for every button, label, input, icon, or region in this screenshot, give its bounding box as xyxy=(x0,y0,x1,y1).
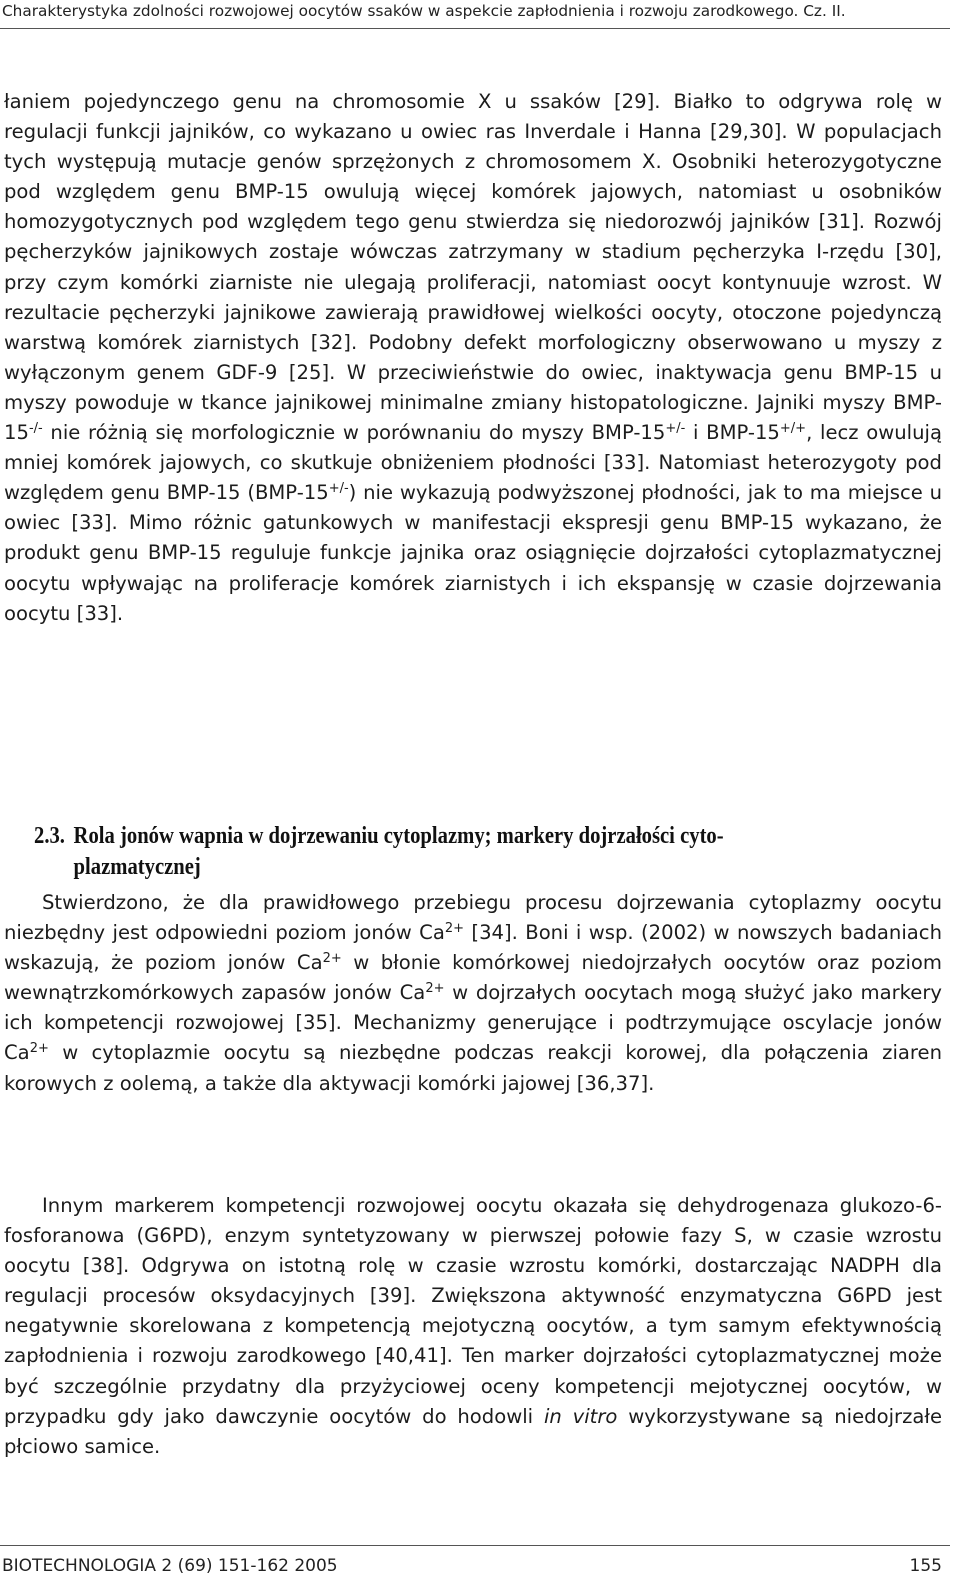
p1-sup-1: -/- xyxy=(28,420,43,436)
p2-text-a: Stwierdzono, że dla prawidłowego przebiegu procesu dojrzewania cytoplazmy oocytu niezbędny jest odpowiedni poziom jonów Ca xyxy=(4,891,942,945)
p2-text-e: w cytoplazmie oocytu są niezbędne podczas reakcji korowej, dla połączenia ziaren korowych z oolemą, a także dla aktywacji komórki jajowej [36,37]. xyxy=(4,1041,942,1095)
section-number: 2.3. xyxy=(34,823,65,849)
section-heading xyxy=(34,821,817,883)
p1-sup-2: +/- xyxy=(665,420,686,436)
section-title-line-1: Rola jonów wapnia w dojrzewaniu cytoplazmy; markery dojrzałości cyto- xyxy=(73,823,724,849)
paragraph-calcium xyxy=(4,888,942,1099)
p2-sup-1: 2+ xyxy=(444,920,465,936)
p2-text-d: w dojrzałych oocytach mogą służyć jako markery ich kompetencji rozwojowej [35]. Mechanizmy generujące i podtrzymujące oscylacje jonów Ca xyxy=(4,981,942,1065)
running-head: Charakterystyka zdolności rozwojowej oocytów ssaków w aspekcie zapłodnienia i rozwoju zarodkowego. Cz. II. xyxy=(2,2,846,20)
p3-text-b: wykorzystywane są niedojrzałe płciowo samice. xyxy=(4,1404,942,1458)
p3-text-a: Innym markerem kompetencji rozwojowej oocytu okazała się dehydrogenaza glukozo-6-fosforanowa (G6PD), enzym syntetyzowany w pierwszej połowie fazy S, w czasie wzrostu oocytu [38]. Odgrywa on istotną rolę w czasie wzrostu komórki, dostarczając NADPH dla regulacji procesów oksydacyjnych [39]. Zwiększona aktywność enzymatyczna G6PD jest negatywnie skorelowana z kompetencją mejotyczną oocytów, a tym samym efektywnością zapłodnienia i rozwoju zarodkowego [40,41]. Ten marker dojrzałości cytoplazmatycznej może być szczególnie przydatny dla przyżyciowej oceny kompetencji mejotycznej oocytów, w przypadku gdy jako dawczynie oocytów do hodowli xyxy=(4,1194,942,1428)
p1-text-b: nie różnią się morfologicznie w porównaniu do myszy BMP-15 xyxy=(42,421,666,445)
header-rule xyxy=(0,28,950,29)
p2-sup-4: 2+ xyxy=(29,1041,49,1057)
section-title-line-2: plazmatycznej xyxy=(73,854,201,880)
p1-text-e: ) nie wykazują podwyższonej płodności, jak to ma miejsce u owiec [33]. Mimo różnic gatunkowych w manifestacji ekspresji genu BMP-15 wykazano, że produkt genu BMP-15 reguluje funkcje jajnika oraz osiągnięcie dojrzałości cytoplazmatycznej oocytu wpływając na proliferacje komórek ziarnistych i ich ekspansję w czasie dojrzewania oocytu [33]. xyxy=(4,481,942,625)
p2-sup-2: 2+ xyxy=(322,951,342,967)
p1-text-d: , lecz owulują mniej komórek jajowych, co skutkuje obniżeniem płodności [33]. Natomiast heterozygoty pod względem genu BMP-15 (BMP-15 xyxy=(4,421,942,505)
p1-sup-4: +/- xyxy=(328,481,349,497)
paragraph-g6pd xyxy=(4,1191,942,1462)
p2-text-b: [34]. Boni i wsp. (2002) w nowszych badaniach wskazują, że poziom jonów Ca xyxy=(4,921,942,975)
p1-text-c: i BMP-15 xyxy=(685,421,780,445)
p2-text-c: w błonie komórkowej niedojrzałych oocytów oraz poziom wewnątrzkomórkowych zapasów jonów Ca xyxy=(4,951,942,1005)
section-heading-line-1 xyxy=(34,821,817,852)
p1-sup-3: +/+ xyxy=(779,420,807,436)
page-number: 155 xyxy=(909,1556,942,1576)
p1-text-a: łaniem pojedynczego genu na chromosomie X u ssaków [29]. Białko to odgrywa rolę w regulacji funkcji jajników, co wykazano u owiec ras Inverdale i Hanna [29,30]. W populacjach tych występują mutacje genów sprzężonych z chromosomem X. Osobniki heterozygotyczne pod względem genu BMP-15 owulują więcej komórek jajowych, natomiast u osobników homozygotycznych pod względem tego genu stwierdza się niedorozwój jajników [31]. Rozwój pęcherzyków jajnikowych zostaje wówczas zatrzymany w stadium pęcherzyka I-rzędu [30], przy czym komórki ziarniste nie ulegają proliferacji, natomiast oocyt kontynuuje wzrost. W rezultacie pęcherzyki jajnikowe zawierają prawidłowej wielkości oocyty, otoczone pojedynczą warstwą komórek ziarnistych [32]. Podobny defekt morfologiczny obserwowano u myszy z wyłączonym genem GDF-9 [25]. W przeciwieństwie do owiec, inaktywacja genu BMP-15 u myszy powoduje w tkance jajnikowej minimalne zmiany histopatologiczne. Jajniki myszy BMP-15 xyxy=(4,90,942,445)
footer-rule xyxy=(0,1545,950,1546)
paragraph-bmp15 xyxy=(4,87,942,629)
p3-italic-in-vitro: in vitro xyxy=(543,1404,618,1428)
footer-journal: BIOTECHNOLOGIA 2 (69) 151-162 2005 xyxy=(2,1556,338,1576)
p2-sup-3: 2+ xyxy=(425,981,445,997)
